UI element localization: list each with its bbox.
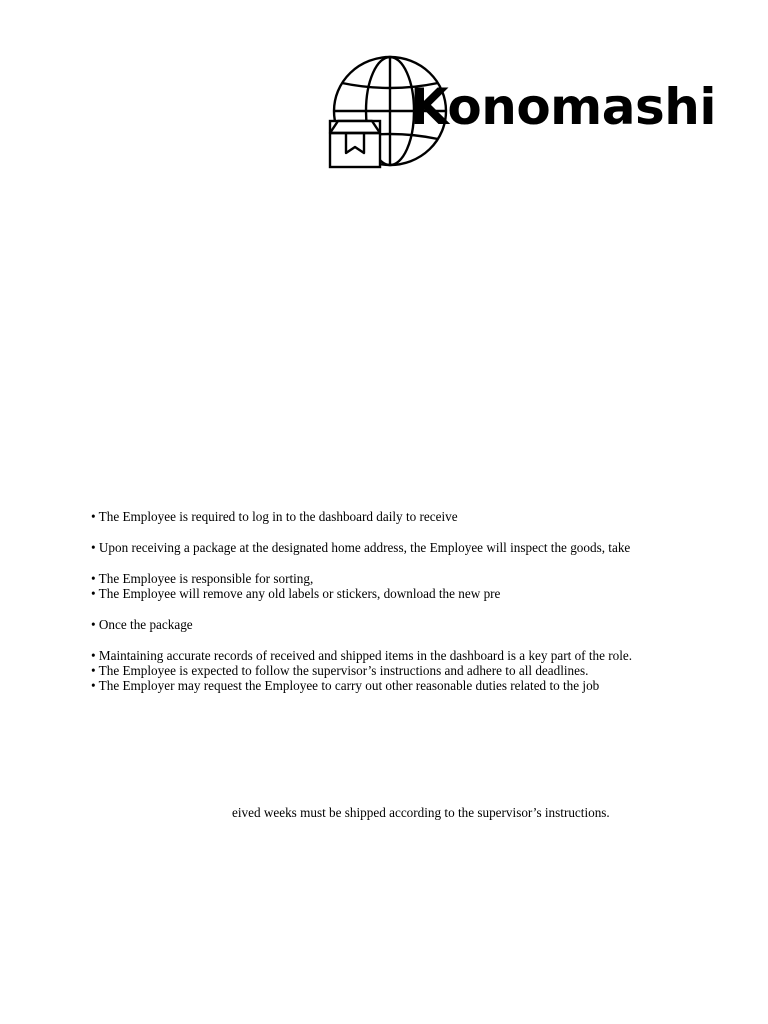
list-item: • Upon receiving a package at the designated home address, the Employee will inspect the goods, take [91, 539, 631, 555]
logo-wordmark: Konomashi [410, 78, 716, 136]
list-item: • The Employee is responsible for sorting, [91, 570, 314, 586]
list-item: • The Employee is required to log in to the dashboard daily to receive [91, 509, 458, 524]
list-item: • Once the package [91, 616, 193, 632]
list-item: • Maintaining accurate records of received and shipped items in the dashboard is a key part of the role. [91, 647, 633, 663]
list-item: • The Employee will remove any old labels or stickers, download the new pre [91, 585, 501, 601]
list-item: • The Employee is expected to follow the supervisor’s instructions and adhere to all deadlines. [91, 662, 589, 678]
text-fragment: eived weeks must be shipped according to the supervisor’s instructions. [232, 805, 610, 820]
list-item: • The Employer may request the Employee to carry out other reasonable duties related to the job [91, 678, 600, 694]
company-logo [328, 55, 718, 171]
duties-list [91, 509, 731, 694]
